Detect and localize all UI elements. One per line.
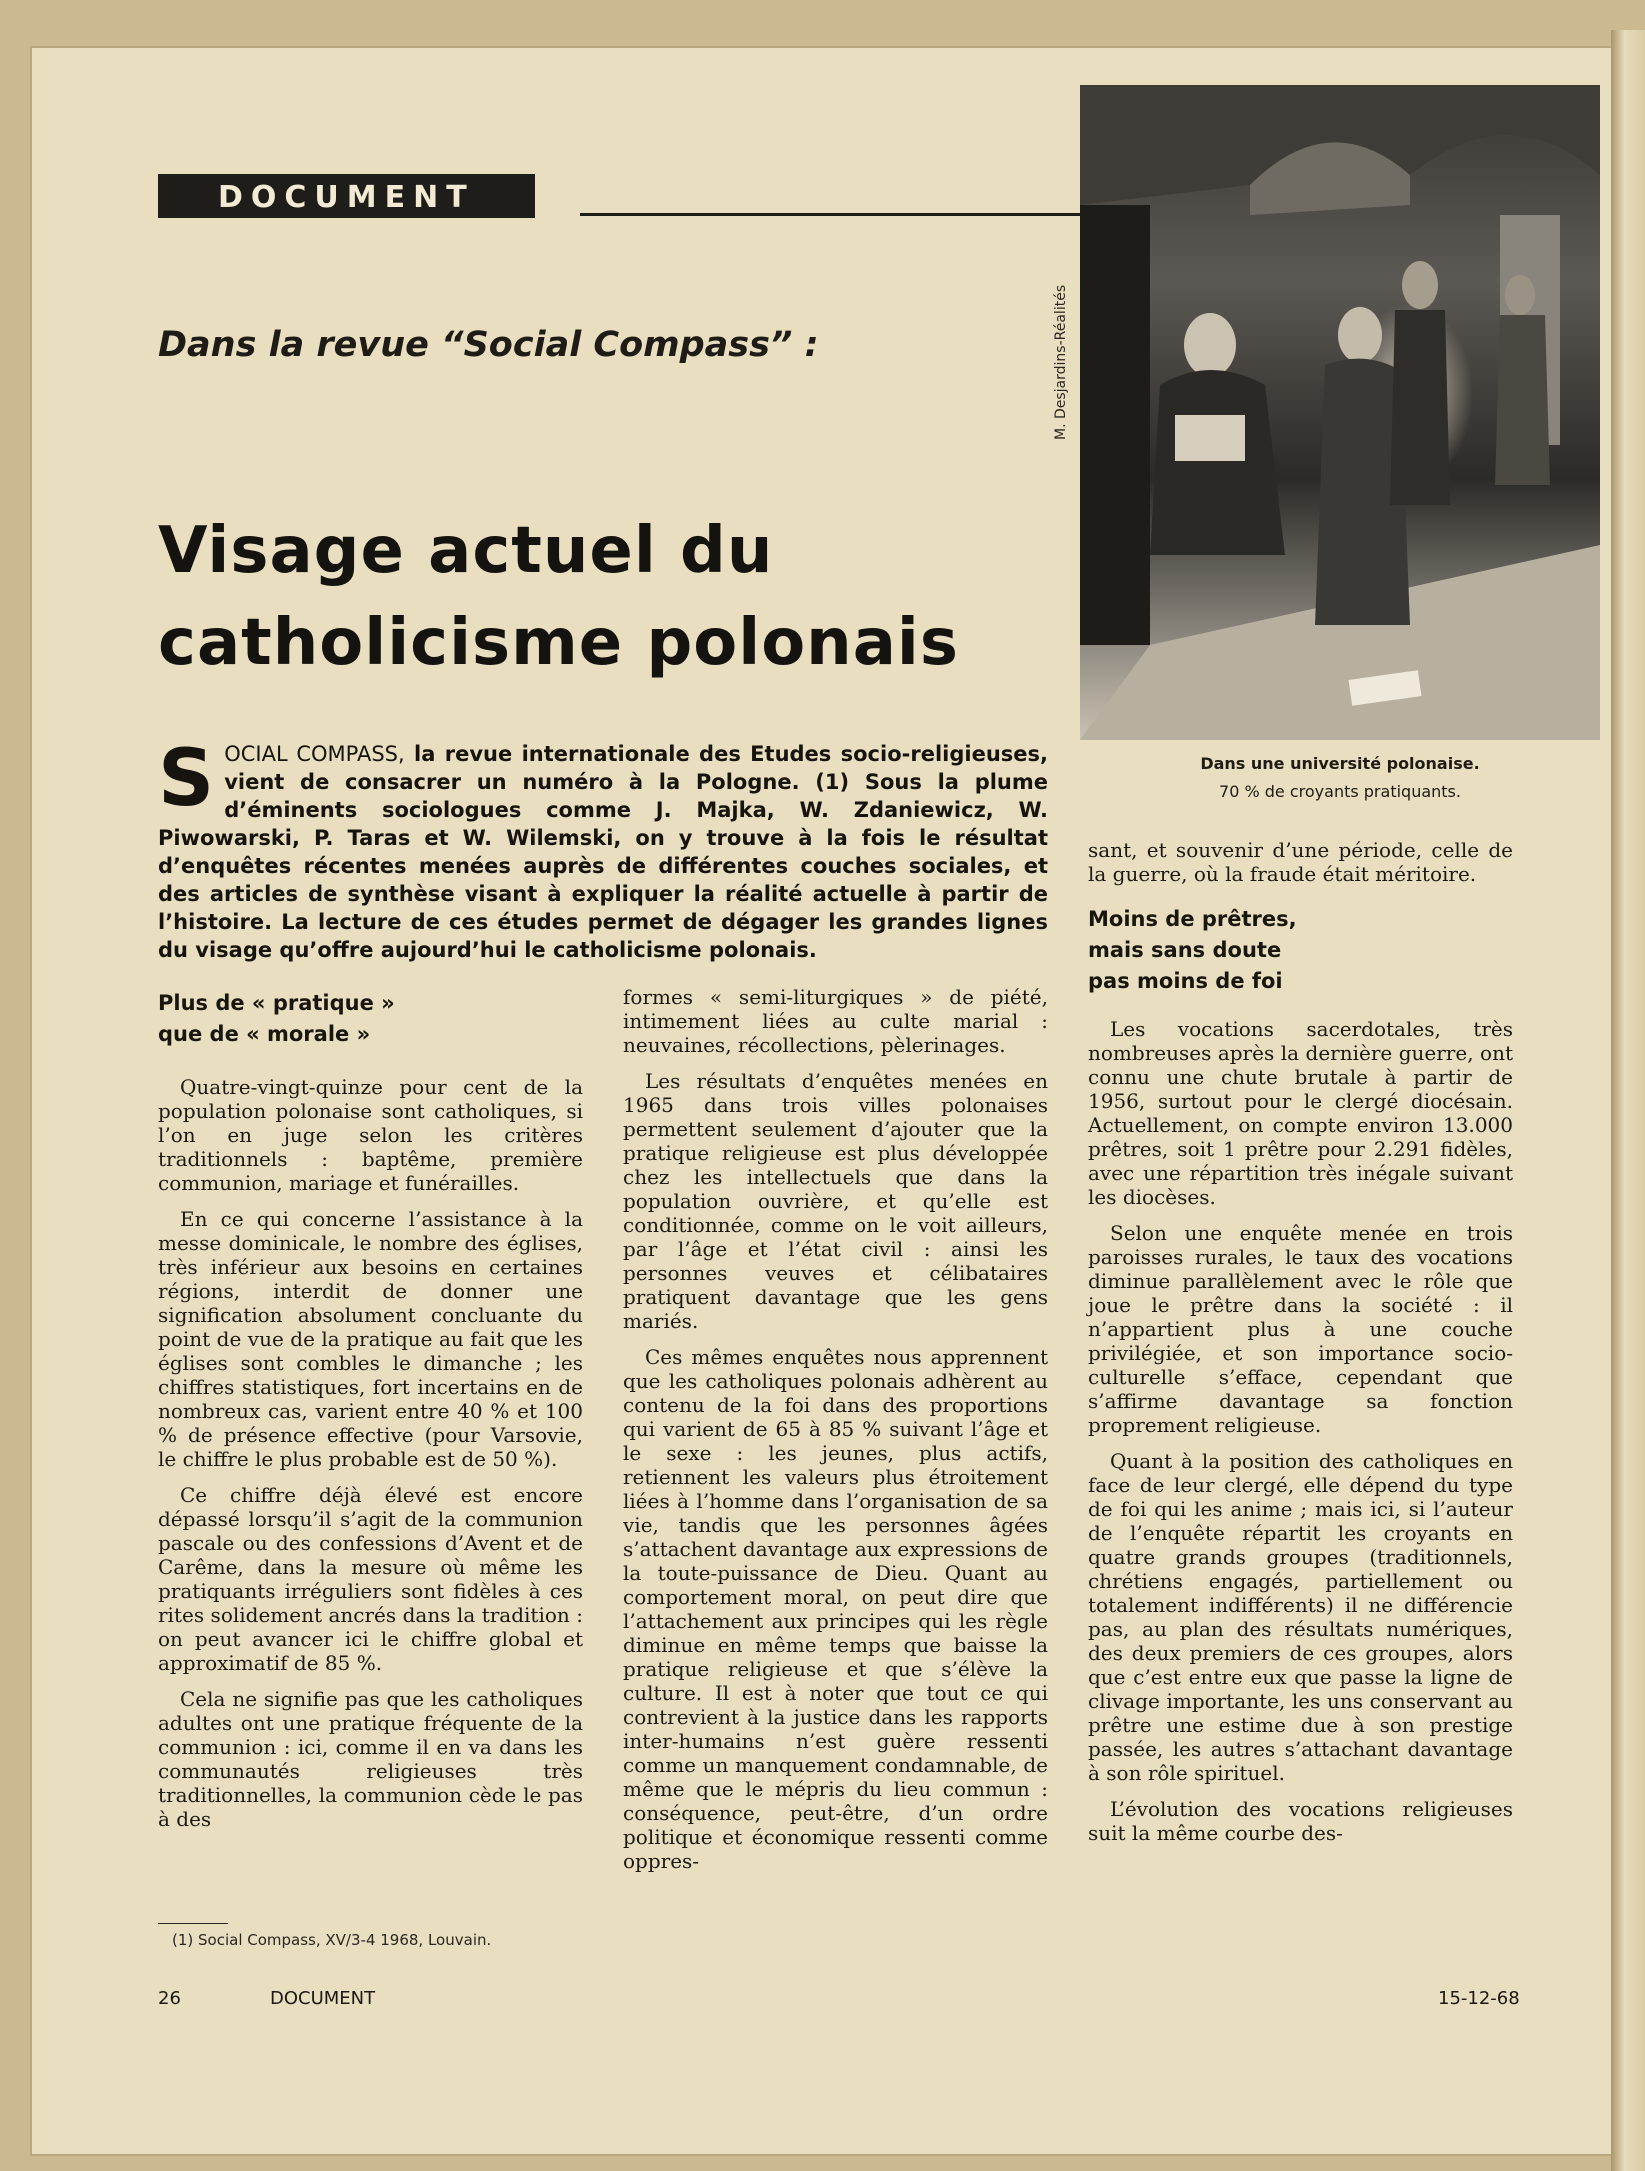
university-photo (1080, 85, 1600, 740)
col1-paragraph: Quatre-vingt-quinze pour cent de la population polonaise sont catholiques, si l’on en juge selon les critères traditionnels : baptême, première communion, mariage et funérailles. (158, 1075, 583, 1195)
col1-paragraph: En ce qui concerne l’assistance à la messe dominicale, le nombre des églises, très inférieur aux besoins en certaines régions, interdit de donner une signification absolument concluante du point de vue de la pratique au fait que les églises sont combles le dimanche ; les chiffres statistiques, fort incertains en de nombreux cas, varient entre 40 % et 100 % de présence effective (pour Varsovie, le chiffre le plus probable est de 50 %). (158, 1207, 583, 1471)
column-3-heading (1088, 904, 1513, 997)
page-number: 26 (158, 1988, 181, 2009)
col3-heading-line-3: pas moins de foi (1088, 969, 1283, 993)
photo-illustration (1080, 85, 1600, 740)
col1-paragraph: Ce chiffre déjà élevé est encore dépassé lorsqu’il s’agit de la communion pascale ou des confessions d’Avent et de Carême, dans la mesure où même les pratiquants irréguliers sont fidèles à ces rites solidement ancrés dans la tradition : on peut avancer ici le chiffre global et approximatif de 85 %. (158, 1483, 583, 1675)
photo-caption (1080, 750, 1600, 806)
col3-paragraph: Les vocations sacerdotales, très nombreuses après la dernière guerre, ont connu une chute brutale à partir de 1956, surtout pour le clergé diocésain. Actuellement, on compte environ 13.000 prêtres, soit 1 prêtre pour 2.291 fidèles, avec une répartition très inégale suivant les diocèses. (1088, 1017, 1513, 1209)
col1-heading-line-1: Plus de « pratique » (158, 991, 395, 1015)
section-rule (580, 213, 1080, 216)
col2-paragraph: formes « semi-liturgiques » de piété, intimement liées au culte marial : neuvaines, récollections, pèlerinages. (623, 985, 1048, 1057)
footnote-rule (158, 1923, 228, 1924)
col3-paragraph: Selon une enquête menée en trois paroisses rurales, le taux des vocations diminue parallèlement avec le rôle que joue le prêtre dans la société : il n’appartient plus à une couche privilégiée, et son importance socio-culturelle s’efface, cependant que s’affirme davantage sa fonction proprement religieuse. (1088, 1221, 1513, 1437)
col3-paragraph: Quant à la position des catholiques en face de leur clergé, elle dépend du type de foi qui les anime ; mais ici, si l’auteur de l’enquête répartit les croyants en quatre grands groupes (traditionnels, chrétiens engagés, partiellement ou totalement indifférents) il ne différencie pas, au plan des résultats numériques, des deux premiers de ces groupes, alors que c’est entre eux que passe la ligne de clivage importante, les uns conservant au prêtre une estime due à son prestige passée, les autres s’attachant davantage à son rôle spirituel. (1088, 1449, 1513, 1785)
col1-paragraph: Cela ne signifie pas que les catholiques adultes ont une pratique fréquente de la communion : ici, comme il en va dans les communautés religieuses très traditionnelles, la communion cède le pas à des (158, 1687, 583, 1831)
intro-lead: OCIAL COMPASS, (224, 742, 405, 766)
column-1 (158, 1075, 583, 1843)
col3-heading-line-2: mais sans doute (1088, 938, 1282, 962)
footer-date: 15-12-68 (1438, 1988, 1520, 2009)
intro-text: la revue internationale des Etudes socio-religieuses, vient de consacrer un numéro à la Pologne. (1) Sous la plume d’éminents sociologues comme J. Majka, W. Zdaniewicz, W. Piwowarski, P. Taras et W. Wilemski, on y trouve à la fois le résultat d’enquêtes récentes menées auprès de différentes couches sociales, et des articles de synthèse visant à expliquer la réalité actuelle à partir de l’histoire. La lecture de ces études permet de dégager les grandes lignes du visage qu’offre aujourd’hui le catholicisme polonais. (158, 742, 1048, 962)
footer-section: DOCUMENT (270, 1988, 376, 2009)
caption-line-2: 70 % de croyants pratiquants. (1219, 782, 1461, 801)
title-line-1: Visage actuel du (158, 514, 774, 588)
col2-paragraph: Les résultats d’enquêtes menées en 1965 dans trois villes polonaises permettent seulement d’ajouter que la pratique religieuse est plus développée chez les intellectuels que dans la population ouvrière, et qu’elle est conditionnée, comme on le voit ailleurs, par l’âge et l’état civil : ainsi les personnes veuves et célibataires pratiquent davantage que les gens mariés. (623, 1069, 1048, 1333)
article-subtitle: Dans la revue “Social Compass” : (158, 325, 819, 365)
intro-paragraph (158, 734, 1048, 964)
column-1-heading (158, 988, 583, 1066)
section-label: DOCUMENT (158, 174, 535, 218)
title-line-2: catholicisme polonais (158, 606, 959, 680)
drop-cap: S (158, 734, 215, 824)
col1-heading-line-2: que de « morale » (158, 1022, 371, 1046)
adjacent-page-edge (1611, 30, 1645, 2171)
caption-line-1: Dans une université polonaise. (1200, 754, 1480, 773)
footnote: (1) Social Compass, XV/3-4 1968, Louvain. (172, 1931, 492, 1949)
col3-continuation: sant, et souvenir d’une période, celle de la guerre, où la fraude était méritoire. (1088, 838, 1513, 886)
col3-heading-line-1: Moins de prêtres, (1088, 907, 1297, 931)
article-title (158, 505, 959, 689)
column-3 (1088, 838, 1513, 1857)
column-2 (623, 985, 1048, 1885)
photo-credit: M. Desjardins-Réalités (1053, 284, 1069, 440)
col2-paragraph: Ces mêmes enquêtes nous apprennent que les catholiques polonais adhèrent au contenu de la foi dans des proportions qui varient de 65 à 85 % suivant l’âge et le sexe : les jeunes, plus actifs, retiennent les valeurs plus étroitement liées à l’homme dans l’organisation de sa vie, tandis que les personnes âgées s’attachent davantage aux expressions de la toute-puissance de Dieu. Quant au comportement moral, on peut dire que l’attachement aux principes qui les règle diminue en même temps que baisse la pratique religieuse et que s’élève la culture. Il est à noter que tout ce qui contrevient à la justice dans les rapports inter-humains n’est guère ressenti comme un manquement condamnable, de même que le mépris du lieu commun : conséquence, peut-être, d’un ordre politique et économique ressenti comme oppres- (623, 1345, 1048, 1873)
col3-paragraph: L’évolution des vocations religieuses suit la même courbe des- (1088, 1797, 1513, 1845)
